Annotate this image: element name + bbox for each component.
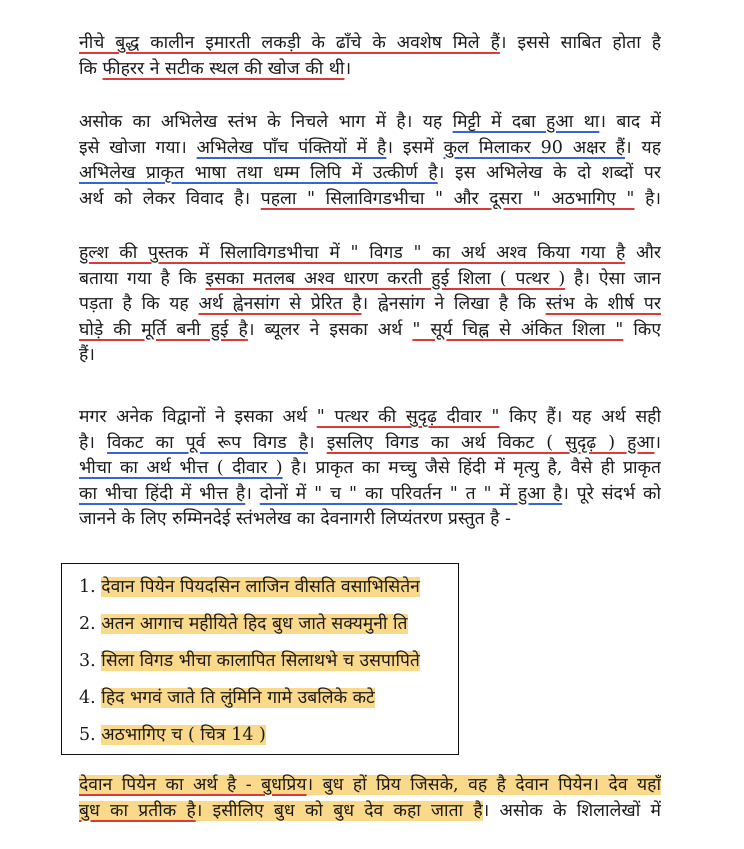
text-span: किए [623, 319, 661, 340]
text-line [79, 431, 661, 457]
transliteration-line [79, 686, 375, 710]
paragraph-1 [79, 31, 661, 82]
text-span: और [625, 243, 661, 263]
underlined-phrase: अभिलेख पाँच पंक्तियों में है [196, 137, 387, 158]
text-line [79, 267, 661, 293]
underlined-phrase: " सूर्य चिह्न से अंकित शिला " [412, 319, 624, 340]
text-span: । ब्यूलर ने इसका अर्थ [247, 319, 413, 340]
highlighted-underlined-phrase: बुध का प्रतीक है [79, 800, 196, 821]
underlined-phrase: अभिलेख प्राकृत भाषा तथा धम्म लिपि में उत्कीर्ण है [79, 163, 438, 183]
text-span: । इससे साबित होता है [499, 33, 661, 53]
text-span: बताया गया है कि [79, 268, 206, 289]
highlighted-text: हिद भगवं जाते ति लुंमिनि गामे उबलिके कटे [101, 688, 375, 708]
text-span: । इस अभिलेख के दो शब्दों पर [437, 163, 661, 183]
highlighted-text: । इसीलिए बुध को बुध देव कहा जाता है [195, 800, 483, 821]
underlined-phrase: स्तंभ के शीर्ष पर [545, 294, 661, 314]
text-span: है। प्राकृत का मच्चु जैसे हिंदी में मृत्यु है, वैसे ही प्राकृत [282, 458, 661, 478]
underlined-phrase: दोनों में " च " का परिवर्तन " त " में हुआ है [259, 483, 563, 504]
text-span: । बाद में [599, 112, 661, 132]
highlighted-text: सिला विगड भीचा कालापित सिलाथभे च उसपापिते [101, 651, 420, 671]
text-line [79, 456, 661, 482]
text-span: असोक का अभिलेख स्तंभ के निचले भाग में है। यह [79, 112, 453, 132]
underlined-phrase: नीचे बुद्ध कालीन इमारती लकड़ी के ढाँचे के अवशेष मिले हैं [79, 33, 500, 53]
transliteration-line [79, 575, 420, 599]
transliteration-line [79, 612, 408, 636]
underlined-phrase: इसलिए विगड का अर्थ विकट ( सुदृढ़ ) हुआ [326, 432, 655, 453]
text-span: किए हैं। यह अर्थ सही [499, 407, 661, 427]
highlighted-underlined-phrase: देवान पियेन का अर्थ है - बुधप्रिय [79, 775, 307, 795]
transliteration-line [79, 723, 266, 747]
text-span: । असोक के शिलालेखों में [482, 800, 661, 821]
text-line [79, 110, 661, 136]
underlined-phrase: फीहरर ने सटीक स्थल की खोज की थी [102, 58, 345, 79]
line-number: 4. [79, 688, 96, 708]
underlined-phrase: मिट्टी में दबा हुआ था [452, 112, 600, 132]
underlined-phrase: घोड़े की मूर्ति बनी हुई है [79, 319, 248, 340]
highlighted-text: । बुध हों प्रिय जिसके, वह है देवान पियेन [306, 775, 593, 795]
line-number: 1. [79, 577, 96, 597]
highlighted-text: अठभागिए च ( चित्र 14 ) [101, 725, 266, 745]
text-line [79, 343, 661, 369]
text-span: इसे खोजा गया। [79, 137, 197, 158]
text-span: । [308, 432, 327, 453]
text-span: अर्थ को लेकर विवाद है। [79, 188, 261, 209]
text-span: है। [634, 188, 661, 209]
highlighted-text: अतन आगाच महीयिते हिद बुध जाते सक्यमुनी ति [101, 614, 408, 634]
underlined-phrase: हुल्श की पुस्तक में सिलाविगडभीचा में " विगड " का अर्थ अश्व किया गया है [79, 243, 626, 263]
text-span: मगर अनेक विद्वानों ने इसका अर्थ [79, 407, 317, 427]
text-span: । इसमें [386, 137, 444, 158]
text-span: । [654, 432, 661, 453]
transliteration-line [79, 649, 420, 673]
text-line [79, 161, 661, 187]
text-span: कि [79, 58, 103, 79]
paragraph-5 [79, 773, 661, 824]
text-line [79, 405, 661, 431]
text-span: । पूरे संदर्भ को [562, 483, 661, 504]
text-span: जानने के लिए रुम्मिनदेई स्तंभलेख का देवनागरी लिप्यंतरण प्रस्तुत है - [79, 509, 511, 529]
text-line [79, 292, 661, 318]
line-number: 5. [79, 725, 96, 745]
text-line [79, 31, 661, 57]
text-line [79, 507, 661, 533]
highlighted-text: देवान पियेन पियदसिन लाजिन वीसति वसाभिसितेन [101, 577, 420, 597]
paragraph-4 [79, 405, 661, 533]
paragraph-3 [79, 241, 661, 369]
text-span: । [245, 483, 260, 504]
text-span: । [344, 58, 352, 79]
text-line [79, 482, 661, 508]
underlined-phrase: " पत्थर की सुदृढ़ दीवार " [316, 407, 500, 427]
text-span: हैं। [79, 345, 95, 365]
text-line [79, 136, 661, 162]
text-line [79, 57, 661, 83]
text-line [79, 799, 661, 825]
text-line [79, 773, 661, 799]
text-span: पड़ता है कि यह [79, 294, 199, 314]
line-number: 3. [79, 651, 96, 671]
underlined-phrase: अर्थ ह्वेनसांग से प्रेरित है [198, 294, 362, 314]
transliteration-box [61, 563, 459, 755]
text-span: है। [79, 432, 108, 453]
text-span: है। ऐसा जान [565, 268, 661, 289]
text-span: । यह [625, 137, 661, 158]
text-span: । ह्वेनसांग ने लिखा है कि [361, 294, 546, 314]
paragraph-2 [79, 110, 661, 212]
underlined-phrase: भीचा का अर्थ भीत्त ( दीवार ) [79, 458, 283, 478]
underlined-phrase: इसका मतलब अश्व धारण करती हुई शिला ( पत्थर ) [205, 268, 566, 289]
text-line [79, 187, 661, 213]
underlined-phrase: का भीचा हिंदी में भीत्त है [79, 483, 246, 504]
underlined-phrase: विकट का पूर्व रूप विगड है [107, 432, 308, 453]
text-line [79, 241, 661, 267]
highlighted-text: । देव यहाँ [592, 775, 661, 795]
text-line [79, 318, 661, 344]
line-number: 2. [79, 614, 96, 634]
underlined-phrase: पहला " सिलाविगडभीचा " और दूसरा " अठभागिए " [260, 188, 635, 209]
underlined-phrase: कुल मिलाकर 90 अक्षर हैं [443, 137, 626, 158]
